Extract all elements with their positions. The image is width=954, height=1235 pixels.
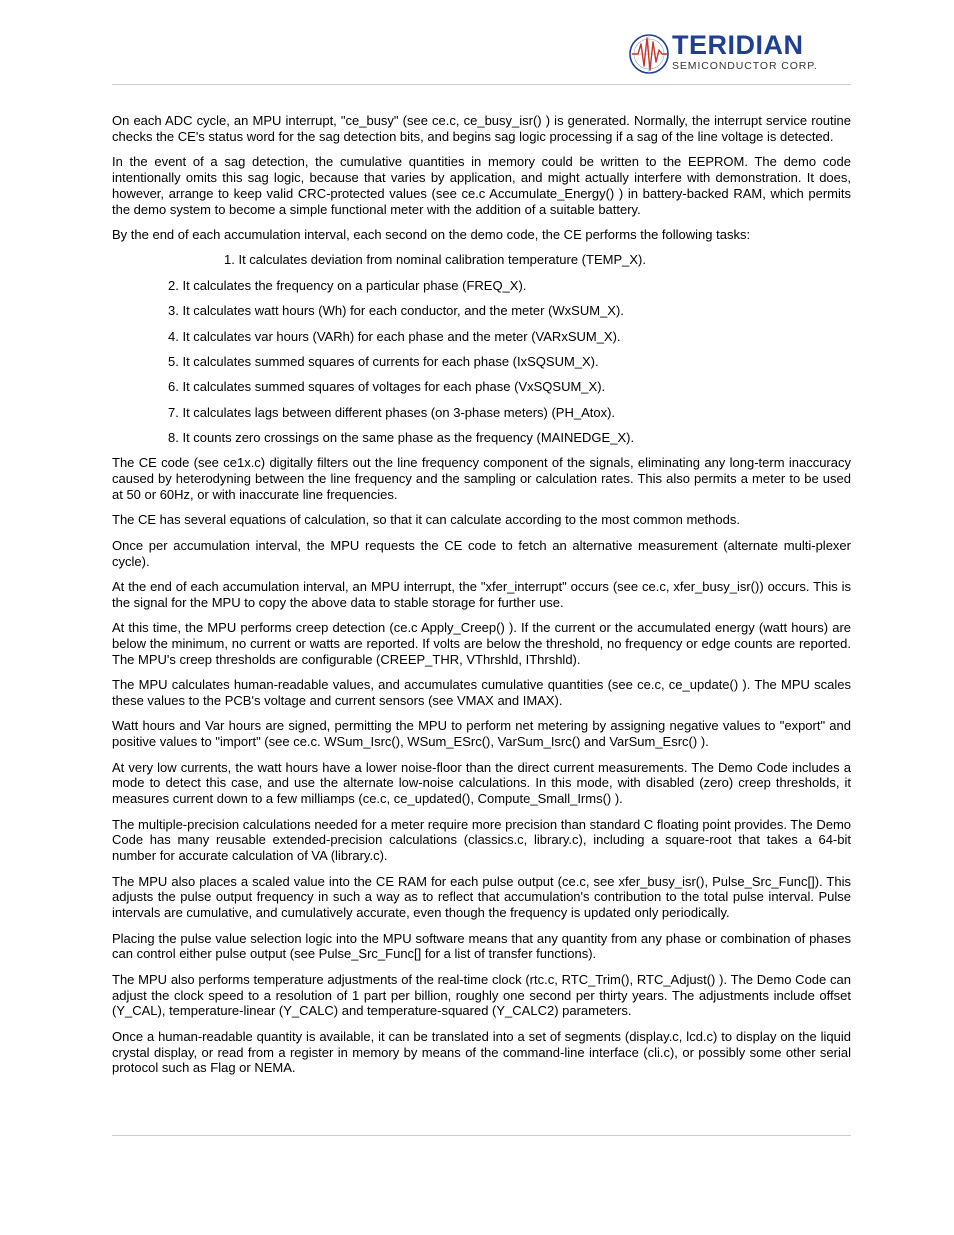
paragraph: By the end of each accumulation interval, each second on the demo code, the CE performs the following tasks:	[112, 226, 751, 242]
sine-wave-globe-icon	[628, 32, 672, 76]
paragraph: Once per accumulation interval, the MPU requests the CE code to fetch an alternative measurement (alternate multi-plexer cycle).	[112, 537, 851, 569]
paragraph: The multiple-precision calculations needed for a meter require more precision than standard C floating point provides. The Demo Code has many reusable extended-precision calculations (classics.c, library.c), including a square-root that takes a 64-bit number for accurate calculation of VA (library.c).	[112, 816, 851, 864]
task-list-item: 5. It calculates summed squares of currents for each phase (IxSQSUM_X).	[168, 353, 599, 369]
task-list-item: 3. It calculates watt hours (Wh) for each conductor, and the meter (WxSUM_X).	[168, 303, 624, 319]
task-list-item: 6. It calculates summed squares of voltages for each phase (VxSQSUM_X).	[168, 379, 606, 395]
paragraph: In the event of a sag detection, the cumulative quantities in memory could be written to the EEPROM. The demo code intentionally omits this sag logic, because that varies by application, and might actually interfere with demonstration. It does, however, arrange to keep valid CRC-protected values (see ce.c Accumulate_Energy() ) in battery-backed RAM, which permits the demo system to become a simple functional meter with the addition of a suitable battery.	[112, 154, 851, 217]
paragraph: Placing the pulse value selection logic into the MPU software means that any quantity from any phase or combination of phases can control either pulse output (see Pulse_Src_Func[] for a list of transfer functions).	[112, 930, 851, 962]
paragraph: The MPU also performs temperature adjustments of the real-time clock (rtc.c, RTC_Trim(), RTC_Adjust() ). The Demo Code can adjust the clock speed to a resolution of 1 part per billion, roughly one second per thirty years. The adjustments include offset (Y_CAL), temperature-linear (Y_CALC) and temperature-squared (Y_CALC2) parameters.	[112, 971, 851, 1019]
paragraph: At the end of each accumulation interval, an MPU interrupt, the "xfer_interrupt" occurs (see ce.c, xfer_busy_isr()) occurs. This is the signal for the MPU to copy the above data to stable storage for further use.	[112, 579, 851, 610]
header-divider	[112, 84, 851, 85]
task-list-item: 8. It counts zero crossings on the same phase as the frequency (MAINEDGE_X).	[168, 430, 635, 446]
paragraph: At very low currents, the watt hours have a lower noise-floor than the direct current measurements. The Demo Code includes a mode to detect this case, and use the alternate low-noise calculations. In this mode, with disabled (zero) creep thresholds, it measures current down to a few milliamps (ce.c, ce_updated(), Compute_Small_Irms() ).	[112, 759, 851, 807]
paragraph: At this time, the MPU performs creep detection (ce.c Apply_Creep() ). If the current or the accumulated energy (watt hours) are below the minimum, no current or watts are reported. If volts are below the threshold, no frequency or edge counts are reported. The MPU's creep thresholds are configurable (CREEP_THR, VThrshld, IThrshld).	[112, 620, 851, 667]
paragraph: Watt hours and Var hours are signed, permitting the MPU to perform net metering by assigning negative values to "export" and positive values to "import" (see ce.c. WSum_Isrc(), WSum_ESrc(), VarSum_Isrc() and VarSum_Esrc() ).	[112, 718, 851, 750]
document-body	[112, 113, 851, 1086]
paragraph: Once a human-readable quantity is available, it can be translated into a set of segments (display.c, lcd.c) to display on the liquid crystal display, or read from a register in memory by means of the command-line interface (cli.c), or possibly some other serial protocol such as Flag or NEMA.	[112, 1028, 851, 1076]
task-list-item: 7. It calculates lags between different phases (on 3-phase meters) (PH_Atox).	[168, 404, 616, 420]
logo-subtitle: SEMICONDUCTOR CORP.	[672, 60, 818, 72]
footer-divider	[112, 1135, 851, 1136]
paragraph: The MPU also places a scaled value into the CE RAM for each pulse output (ce.c, see xfer_busy_isr(), Pulse_Src_Func[]). This adjusts the pulse output frequency in such a way as to reflect that accumulation's contribution to the total pulse interval. Pulse intervals are cumulative, and cumulatively accurate, even though the frequency is updated only periodically.	[112, 873, 851, 921]
paragraph: The CE has several equations of calculation, so that it can calculate according to the most common methods.	[112, 512, 740, 528]
paragraph: The CE code (see ce1x.c) digitally filters out the line frequency component of the signals, eliminating any long-term inaccuracy caused by heterodyning between the line frequency and the sampling or calculation rates. This also permits a meter to be used at 50 or 60Hz, or with inaccurate line frequencies.	[112, 455, 851, 503]
task-list-item: 4. It calculates var hours (VARh) for each phase and the meter (VARxSUM_X).	[168, 328, 621, 344]
task-list-item: 2. It calculates the frequency on a particular phase (FREQ_X).	[168, 277, 527, 293]
logo-wordmark: TERIDIAN	[672, 30, 804, 60]
paragraph: On each ADC cycle, an MPU interrupt, "ce_busy" (see ce.c, ce_busy_isr() ) is generated. Normally, the interrupt service routine checks the CE's status word for the sag detection bits, and begins sag logic processing if a sag of the line voltage is detected.	[112, 113, 851, 144]
paragraph: The MPU calculates human-readable values, and accumulates cumulative quantities (see ce.c, ce_update() ). The MPU scales these values to the PCB's voltage and current sensors (see VMAX and IMAX).	[112, 677, 851, 709]
task-list-item: 1. It calculates deviation from nominal calibration temperature (TEMP_X).	[224, 252, 646, 268]
teridian-logo	[628, 32, 833, 78]
